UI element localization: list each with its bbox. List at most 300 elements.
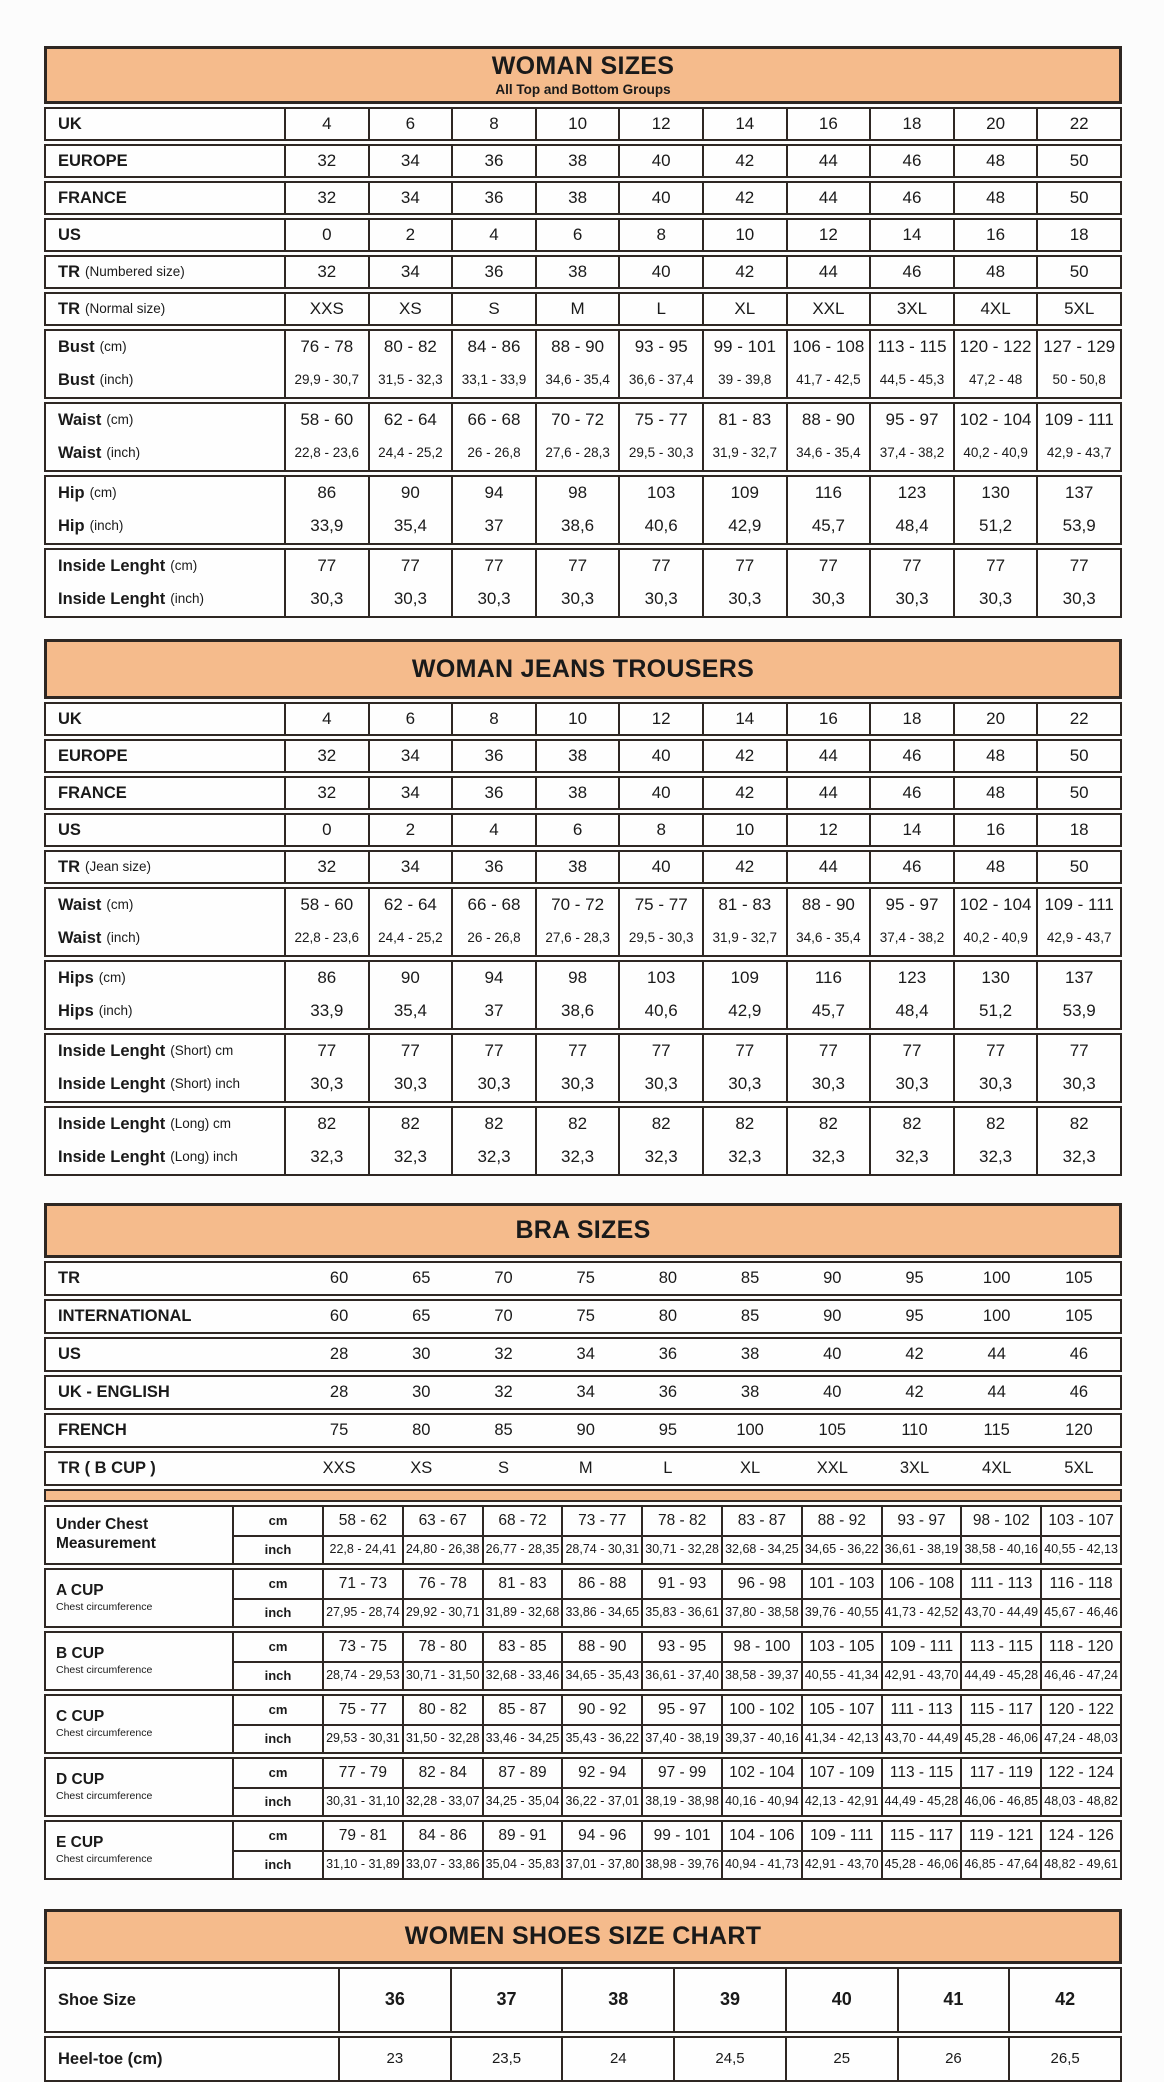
size-value: 58 - 60 [284, 889, 368, 922]
size-value: 42 [702, 852, 786, 882]
size-value: 33,9 [284, 510, 368, 543]
size-value: 20 [953, 109, 1037, 139]
cup-name: B CUP [56, 1645, 105, 1663]
size-value: 20 [953, 704, 1037, 734]
bra-size-value: 28 [329, 1345, 349, 1364]
size-value: 30,3 [702, 1068, 786, 1101]
size-value: 4XL [953, 294, 1037, 324]
bra-size-value: 75 [329, 1421, 349, 1440]
cup-cm-value: 93 - 95 [641, 1633, 721, 1661]
size-value: 38,6 [535, 995, 619, 1028]
woman-sizes-title: WOMAN SIZES [491, 52, 675, 81]
bra-size-value: 44 [987, 1345, 1006, 1364]
size-value: 10 [702, 220, 786, 250]
row-label-unit: (Numbered size) [85, 263, 185, 279]
cup-cm-value: 105 - 107 [801, 1696, 881, 1724]
size-value: 29,5 - 30,3 [618, 437, 702, 470]
size-value: 32,3 [869, 1141, 953, 1174]
cup-inch-value: 36,61 - 37,40 [641, 1661, 721, 1689]
cup-cm-value: 111 - 113 [960, 1570, 1040, 1598]
size-value: 98 [535, 477, 619, 510]
row-label-text: Inside Lenght [58, 557, 166, 576]
shoe-size-value: 41 [897, 1969, 1009, 2031]
size-value: 22,8 - 23,6 [284, 922, 368, 955]
table-row [46, 1377, 1120, 1408]
size-value: 34 [368, 146, 452, 176]
size-value: 81 - 83 [702, 889, 786, 922]
size-value: 32 [284, 146, 368, 176]
size-value: 37 [451, 510, 535, 543]
table-row [46, 583, 1120, 616]
row-label [46, 550, 284, 583]
row-group [44, 402, 1122, 472]
size-value: 32,3 [535, 1141, 619, 1174]
size-value: 8 [618, 815, 702, 845]
table-row [46, 257, 1120, 287]
size-value: 109 - 111 [1036, 889, 1120, 922]
bra-size-value: 30 [412, 1345, 431, 1364]
row-label-text: Inside Lenght [58, 1042, 166, 1061]
unit-inch-label: inch [232, 1661, 322, 1689]
bra-size-value: 3XL [899, 1459, 930, 1478]
cup-inch-value: 48,82 - 49,61 [1040, 1850, 1120, 1878]
cup-cm-value: 100 - 102 [721, 1696, 801, 1724]
size-value: 48 [953, 183, 1037, 213]
cup-inch-value: 28,74 - 30,31 [561, 1535, 641, 1563]
bra-size-value: 40 [823, 1345, 842, 1364]
size-value: 48 [953, 146, 1037, 176]
size-value: 38 [535, 257, 619, 287]
row-label-text: FRENCH [58, 1421, 127, 1440]
shoe-size-value: 39 [673, 1969, 785, 2031]
size-value: 99 - 101 [702, 331, 786, 364]
size-value: 36,6 - 37,4 [618, 364, 702, 397]
woman-jeans-body [44, 702, 1122, 1176]
bra-size-value: 65 [412, 1307, 431, 1326]
size-value: 36 [451, 257, 535, 287]
size-value: 109 - 111 [1036, 404, 1120, 437]
size-value: 32,3 [618, 1141, 702, 1174]
cup-inch-value: 38,58 - 39,37 [721, 1661, 801, 1689]
cup-inch-value: 40,55 - 41,34 [801, 1661, 881, 1689]
cup-grid-rows [46, 1633, 1120, 1689]
size-value: 2 [368, 815, 452, 845]
unit-cm-label: cm [232, 1507, 322, 1535]
row-label [46, 183, 284, 213]
size-value: 22 [1036, 109, 1120, 139]
bra-size-value: XL [739, 1459, 761, 1478]
size-value: 0 [284, 220, 368, 250]
cup-cm-value: 88 - 90 [561, 1633, 641, 1661]
row-group [44, 960, 1122, 1030]
bra-size-value: 38 [740, 1345, 760, 1364]
cup-inch-value: 46,85 - 47,64 [960, 1850, 1040, 1878]
row-label [46, 815, 284, 845]
size-value: 12 [618, 109, 702, 139]
table-row [46, 294, 1120, 324]
cup-inch-value: 45,28 - 46,06 [881, 1850, 961, 1878]
cup-cm-value: 111 - 113 [881, 1696, 961, 1724]
row-label-text: Waist [58, 929, 102, 948]
size-value: 36 [451, 183, 535, 213]
size-value: 77 [786, 550, 870, 583]
row-group [44, 1106, 1122, 1176]
size-value: 12 [786, 220, 870, 250]
size-value: 30,3 [451, 1068, 535, 1101]
size-value: 130 [953, 477, 1037, 510]
bra-size-value: XXL [816, 1459, 848, 1478]
cup-inch-value: 32,68 - 34,25 [721, 1535, 801, 1563]
cup-name: A CUP [56, 1582, 104, 1600]
size-value: 82 [284, 1108, 368, 1141]
size-value: 42,9 - 43,7 [1036, 437, 1120, 470]
table-row [46, 995, 1120, 1028]
size-value: 58 - 60 [284, 404, 368, 437]
size-value: 6 [368, 704, 452, 734]
row-label-text: Waist [58, 411, 102, 430]
table-row [46, 477, 1120, 510]
cup-inch-value: 48,03 - 48,82 [1040, 1787, 1120, 1815]
size-value: 109 [702, 962, 786, 995]
cup-cm-value: 92 - 94 [561, 1759, 641, 1787]
size-value: 31,9 - 32,7 [702, 922, 786, 955]
size-value: 32,3 [953, 1141, 1037, 1174]
cup-cm-value: 109 - 111 [801, 1822, 881, 1850]
cup-inch-value: 32,28 - 33,07 [402, 1787, 482, 1815]
unit-inch-label: inch [232, 1724, 322, 1752]
size-value: 50 [1036, 741, 1120, 771]
bra-sizes-header [44, 1203, 1122, 1258]
cup-cm-value: 117 - 119 [960, 1759, 1040, 1787]
row-label [46, 437, 284, 470]
row-label-unit: (cm) [106, 412, 134, 428]
size-value: 137 [1036, 962, 1120, 995]
size-value: 34,6 - 35,4 [786, 922, 870, 955]
size-value: 24,4 - 25,2 [368, 922, 452, 955]
size-value: 47,2 - 48 [953, 364, 1037, 397]
size-value: 30,3 [953, 583, 1037, 616]
bra-size-value: 105 [1065, 1307, 1093, 1326]
size-value: 35,4 [368, 995, 452, 1028]
row-label [46, 704, 284, 734]
size-value: 70 - 72 [535, 404, 619, 437]
size-value: 34 [368, 257, 452, 287]
row-label-unit: (cm) [98, 970, 126, 986]
size-value: 46 [869, 852, 953, 882]
size-value: 46 [869, 257, 953, 287]
cup-cm-value: 109 - 111 [881, 1633, 961, 1661]
size-value: 46 [869, 741, 953, 771]
row-label-text: Heel-toe (cm) [58, 2049, 163, 2068]
row-label [46, 1339, 298, 1370]
row-label-text: US [58, 820, 81, 839]
row-label-text: EUROPE [58, 746, 128, 765]
table-row [46, 1141, 1120, 1174]
size-value: 77 [953, 550, 1037, 583]
table-row [46, 109, 1120, 139]
size-value: 36 [451, 741, 535, 771]
cup-inch-value: 44,49 - 45,28 [881, 1787, 961, 1815]
size-value: 44 [786, 778, 870, 808]
size-value: 123 [869, 477, 953, 510]
women-shoes-header [44, 1909, 1122, 1964]
cup-cm-value: 82 - 84 [402, 1759, 482, 1787]
cup-cm-value: 119 - 121 [960, 1822, 1040, 1850]
cup-cm-value: 79 - 81 [322, 1822, 402, 1850]
size-value: 38,6 [535, 510, 619, 543]
cup-cm-value: 124 - 126 [1040, 1822, 1120, 1850]
size-value: 38 [535, 778, 619, 808]
bra-size-value: 30 [412, 1383, 431, 1402]
cup-subtitle: Chest circumference [56, 1790, 153, 1803]
cup-cm-value: 98 - 100 [721, 1633, 801, 1661]
cup-cm-value: 106 - 108 [881, 1570, 961, 1598]
unit-cm-label: cm [232, 1696, 322, 1724]
bra-size-value: 70 [494, 1269, 513, 1288]
woman-jeans-title: WOMAN JEANS TROUSERS [411, 654, 755, 683]
bra-size-value: 110 [901, 1421, 928, 1440]
size-value: 30,3 [702, 583, 786, 616]
row-label-unit: (inch) [98, 1003, 133, 1019]
row-label-text: Hip [58, 484, 85, 503]
bra-size-value: 42 [905, 1345, 924, 1364]
woman-jeans-table [44, 639, 1122, 1176]
size-value: 33,9 [284, 995, 368, 1028]
size-value: 30,3 [284, 1068, 368, 1101]
size-value: 14 [869, 220, 953, 250]
size-value: 44 [786, 146, 870, 176]
row-group [44, 1261, 1122, 1296]
row-label-unit: (Long) cm [170, 1116, 232, 1132]
size-value: 109 [702, 477, 786, 510]
row-group [44, 813, 1122, 847]
cup-inch-value: 29,92 - 30,71 [402, 1598, 482, 1626]
size-value: 103 [618, 477, 702, 510]
size-value: 86 [284, 962, 368, 995]
size-value: 75 - 77 [618, 404, 702, 437]
size-value: 80 - 82 [368, 331, 452, 364]
cup-cm-value: 96 - 98 [721, 1570, 801, 1598]
cup-cm-value: 78 - 80 [402, 1633, 482, 1661]
table-row [46, 1969, 1120, 2031]
bra-size-value: 115 [983, 1421, 1010, 1440]
bra-size-value: 36 [658, 1345, 678, 1364]
row-label-unit: (Short) inch [170, 1076, 241, 1092]
shoe-size-value: 38 [561, 1969, 673, 2031]
size-value: 113 - 115 [869, 331, 953, 364]
table-row [46, 922, 1120, 955]
cup-label [46, 1633, 232, 1689]
bra-size-value: 32 [494, 1345, 513, 1364]
table-row [46, 1108, 1120, 1141]
cup-inch-value: 41,73 - 42,52 [881, 1598, 961, 1626]
size-value: 40 [618, 741, 702, 771]
cup-inch-value: 38,58 - 40,16 [960, 1535, 1040, 1563]
cup-row-group [44, 1757, 1122, 1817]
cup-inch-value: 41,34 - 42,13 [801, 1724, 881, 1752]
size-value: 4 [451, 220, 535, 250]
size-value: 77 [535, 550, 619, 583]
size-value: 40 [618, 778, 702, 808]
bra-conversion-rows [44, 1261, 1122, 1486]
row-label [46, 1108, 284, 1141]
size-value: 82 [368, 1108, 452, 1141]
bra-size-value: 105 [818, 1421, 847, 1440]
size-value: 33,1 - 33,9 [451, 364, 535, 397]
row-label [46, 109, 284, 139]
size-value: 51,2 [953, 510, 1037, 543]
cup-inch-value: 36,61 - 38,19 [881, 1535, 961, 1563]
size-value: 26 - 26,8 [451, 437, 535, 470]
cup-inch-value: 46,46 - 47,24 [1040, 1661, 1120, 1689]
bra-cup-measurement-grid [44, 1505, 1122, 1880]
bra-size-value: 34 [576, 1383, 595, 1402]
size-value: 40,2 - 40,9 [953, 437, 1037, 470]
cup-inch-value: 27,95 - 28,74 [322, 1598, 402, 1626]
row-label [46, 510, 284, 543]
size-value: 24,4 - 25,2 [368, 437, 452, 470]
cup-subtitle: Chest circumference [56, 1664, 153, 1677]
table-row [46, 1263, 1120, 1294]
row-group [44, 218, 1122, 252]
size-value: 95 - 97 [869, 404, 953, 437]
bra-size-value: 40 [823, 1383, 842, 1402]
cup-inch-value: 39,37 - 40,16 [721, 1724, 801, 1752]
size-value: 82 [702, 1108, 786, 1141]
row-group [44, 107, 1122, 141]
row-group [44, 739, 1122, 773]
size-value: 45,7 [786, 995, 870, 1028]
table-row [46, 404, 1120, 437]
size-value: 48 [953, 741, 1037, 771]
size-value: 6 [368, 109, 452, 139]
size-value: 137 [1036, 477, 1120, 510]
unit-inch-label: inch [232, 1598, 322, 1626]
row-group [44, 776, 1122, 810]
size-value: 4 [451, 815, 535, 845]
size-value: 116 [786, 962, 870, 995]
size-value: 16 [953, 220, 1037, 250]
row-group [44, 475, 1122, 545]
row-group [44, 1375, 1122, 1410]
table-row [46, 364, 1120, 397]
size-value: 42,9 - 43,7 [1036, 922, 1120, 955]
table-row [46, 437, 1120, 470]
cup-label [46, 1507, 232, 1563]
size-value: 37,4 - 38,2 [869, 922, 953, 955]
cup-row-group [44, 1568, 1122, 1628]
size-value: 6 [535, 815, 619, 845]
row-group [44, 181, 1122, 215]
cup-cm-value: 113 - 115 [881, 1759, 961, 1787]
size-value: 82 [535, 1108, 619, 1141]
bra-size-value: 65 [412, 1269, 431, 1288]
size-value: L [618, 294, 702, 324]
row-group [44, 144, 1122, 178]
size-value: 77 [535, 1035, 619, 1068]
size-value: 88 - 90 [786, 889, 870, 922]
size-value: 34,6 - 35,4 [786, 437, 870, 470]
size-value: 82 [953, 1108, 1037, 1141]
bra-size-value: 44 [987, 1383, 1006, 1402]
women-shoes-title: WOMEN SHOES SIZE CHART [404, 1922, 762, 1951]
shoe-size-value: 24,5 [673, 2038, 785, 2080]
size-value: 77 [368, 1035, 452, 1068]
cup-name: D CUP [56, 1771, 105, 1789]
table-row [46, 1035, 1120, 1068]
cup-cm-value: 95 - 97 [641, 1696, 721, 1724]
shoe-size-value: 23 [338, 2038, 450, 2080]
row-group [44, 1299, 1122, 1334]
size-value: 30,3 [284, 583, 368, 616]
bra-size-value: 80 [412, 1421, 431, 1440]
cup-inch-value: 30,31 - 31,10 [322, 1787, 402, 1815]
cup-label [46, 1696, 232, 1752]
shoe-size-value: 25 [785, 2038, 897, 2080]
size-value: 18 [1036, 815, 1120, 845]
table-row [46, 510, 1120, 543]
cup-cm-value: 83 - 85 [482, 1633, 562, 1661]
size-value: 102 - 104 [953, 889, 1037, 922]
size-value: 62 - 64 [368, 404, 452, 437]
bra-size-value: XXS [322, 1459, 356, 1478]
cup-inch-value: 43,70 - 44,49 [960, 1598, 1040, 1626]
row-label [46, 477, 284, 510]
cup-cm-value: 77 - 79 [322, 1759, 402, 1787]
shoe-size-value: 24 [561, 2038, 673, 2080]
cup-inch-value: 40,55 - 42,13 [1040, 1535, 1120, 1563]
size-value: 16 [953, 815, 1037, 845]
size-value: 40 [618, 257, 702, 287]
cup-cm-value: 63 - 67 [402, 1507, 482, 1535]
cup-row-group [44, 1694, 1122, 1754]
size-value: 37 [451, 995, 535, 1028]
size-value: 32,3 [451, 1141, 535, 1174]
bra-size-value: 34 [576, 1345, 595, 1364]
size-value: 30,3 [535, 1068, 619, 1101]
cup-cm-value: 113 - 115 [960, 1633, 1040, 1661]
cup-subtitle: Chest circumference [56, 1727, 153, 1740]
size-value: 44,5 - 45,3 [869, 364, 953, 397]
size-value: 3XL [869, 294, 953, 324]
row-label [46, 1301, 298, 1332]
row-label-text: TR [58, 262, 80, 281]
size-value: 50 [1036, 778, 1120, 808]
shoe-size-value: 42 [1008, 1969, 1120, 2031]
size-value: 82 [1036, 1108, 1120, 1141]
size-value: 62 - 64 [368, 889, 452, 922]
bra-size-value: 60 [329, 1269, 349, 1288]
size-value: 32 [284, 741, 368, 771]
shoe-size-value: 37 [450, 1969, 562, 2031]
table-row [46, 220, 1120, 250]
cup-inch-value: 40,94 - 41,73 [721, 1850, 801, 1878]
size-value: 77 [953, 1035, 1037, 1068]
woman-sizes-table [44, 46, 1122, 618]
unit-cm-label: cm [232, 1633, 322, 1661]
row-label [46, 1415, 298, 1446]
cup-cm-value: 115 - 117 [960, 1696, 1040, 1724]
row-label-unit: (cm) [99, 339, 127, 355]
bra-size-value: S [497, 1459, 509, 1478]
size-value: 77 [284, 550, 368, 583]
cup-inch-value: 31,50 - 32,28 [402, 1724, 482, 1752]
size-value: 30,3 [786, 1068, 870, 1101]
cup-cm-value: 120 - 122 [1040, 1696, 1120, 1724]
row-label [46, 257, 284, 287]
size-value: 42 [702, 146, 786, 176]
cup-cm-value: 118 - 120 [1040, 1633, 1120, 1661]
